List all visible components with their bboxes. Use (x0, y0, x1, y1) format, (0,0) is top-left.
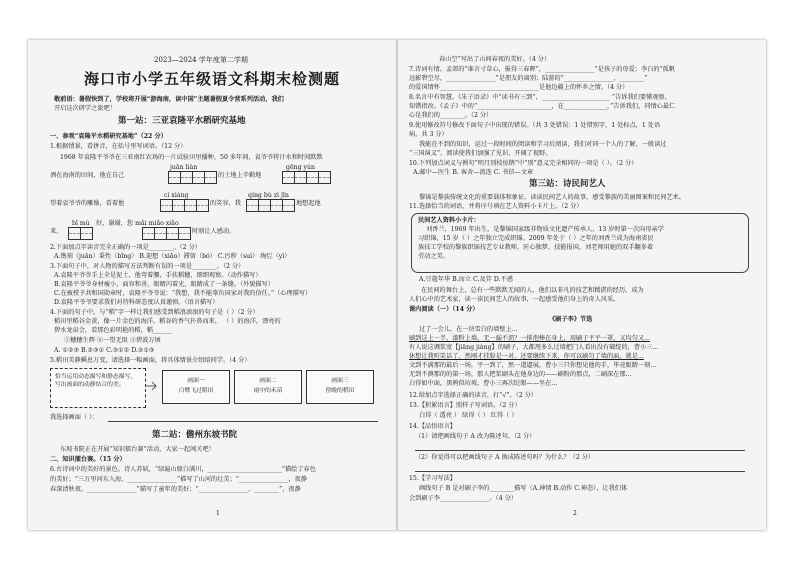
picture-2-caption: 雨中的禾苗 (253, 388, 283, 394)
card-title: 民间艺人资料小卡片： (418, 217, 480, 224)
q1-heading: 一、参观“袁隆平水稻研究基地”（22 分） (50, 133, 167, 140)
picture-option-1[interactable] (162, 370, 230, 404)
q14: 14.【品悟语言】 (409, 423, 456, 430)
station-2-heading: 第二站：儋州东坡书院 (152, 430, 238, 440)
q11: 11.选择恰当的词语，并将序号填在艺人资料小卡片上。（2 分） (409, 203, 583, 210)
q13: 13.【积累语言】照样子写词语。（2 分） (409, 402, 521, 409)
reading-line-5: 文到不满那的最后一场，平一到了，然一道逼展，曹小三只你想见他的手，毕竟眼睛一刻... (409, 362, 657, 369)
station-3-intro: 黎锦是黎族传统文化的重要载体和象征，读读民间艺人的故事，感受黎族的美丽图案和民间艺术。 (419, 194, 686, 201)
q13-answers: 白得（ 透亮 ） 绿得（ ） 红得（ ） (419, 412, 518, 419)
answer-box-qingbuzijin[interactable] (246, 199, 295, 212)
answer-line[interactable] (108, 421, 378, 422)
q8-line-b: 知错指改。《孟子》中的“________________________，在______________，”告诉我们，同情心最仁 (409, 103, 676, 110)
q3: 3.下面句子中，对人物的描写方法判断有误的一项是________。（2 分） (50, 263, 245, 270)
passage-line-3a: 望着袁爷爷的雕像，看着他 (50, 200, 125, 207)
station-3-heading: 第三站：诗民间艺人 (529, 179, 606, 189)
q6-line-c: 春深清秋夜。________________”描写了童年的美好；“________________，________”，夜静 (50, 486, 301, 493)
passage-line-3b: 的笑容，我 (210, 200, 241, 207)
reading-heading: 课内阅读（一）（14 分） (409, 306, 479, 313)
q2-options: A.镌刻（juān）秉性（bǐng） B.迎想（xiǎo）滞留（bó） C.污秽（suì） 绚烂（yì） (54, 253, 291, 260)
passage-line-2b: 的土地上辛勤地 (218, 172, 262, 179)
card-line-3: 族技工学校的黎族织锦技艺专业教师，匠心独梦，技能报国，刘老师用她的双手翻多着 (418, 244, 654, 251)
s2-heading: 二、知识擂台赛。（15 分） (50, 456, 126, 463)
q4-line-a: 稻田里稻谷金黄，像一片金色的海洋，稻谷的香气扑鼻而来， （ ）的海洋，漂亮的 (54, 318, 281, 325)
reading-line-1: 过了一会儿，在一块雪白的墙壁上... (419, 326, 518, 333)
q10: 10.下列加点词义与例句“明月别枝惊鹊”中“别”意义完全相同的一项是（ ）。（2 分） (409, 160, 638, 167)
passage-line-3c: 地想起他 (296, 200, 321, 207)
q4: 4.下面的句子中，与“稻”字一样让我们感受到稻浪滚滚的句子是（ ）（2 分） (50, 309, 259, 316)
picture-option-3[interactable] (306, 370, 374, 404)
arrow-icon (144, 380, 158, 392)
school-year: 2023—2024 学年度第二学期 (154, 56, 248, 64)
q7-line-b: 远影碧空尽，________________”是朋友的离别；陆游的“________________，________” (409, 75, 648, 82)
r-line-1: 春山空”写出了山间春夜的美好。（4 分） (439, 56, 551, 63)
q14-1-answer-line[interactable] (415, 450, 745, 451)
stage-intro-b: 人们心中的艺术家，读一读民间艺人的故事，一起感受他们身上的奇人风采。 (409, 296, 620, 303)
page-right (397, 40, 766, 530)
q5: 5.稻田美静瞬息万变，请选择一幅画面，将具体情景介绍给同学。（4 分） (50, 357, 251, 364)
card-line-2: 习织锦，15 岁（ ）之年独立完成织锦。2009 年处于（ ）之年的刘香兰成为海南省民 (418, 235, 654, 242)
q8-line-c: 心是我们的________。（2 分） (409, 112, 493, 119)
picture-1-caption: 白鹭飞过稻田 (178, 388, 214, 394)
answer-box-juanlian[interactable] (168, 171, 217, 184)
q3-option-b: B.袁隆平爷爷身材瘦小，面容和善，眼睛闪着光，眼睛成了一条缝。（外貌描写） (54, 281, 274, 288)
q4-answers: A. ①②③ B.②③① C.③①② D.②①③ (54, 347, 155, 354)
picture-option-2[interactable] (234, 370, 302, 404)
intro-line-2: 开启这次研学之旅吧！ (54, 105, 116, 112)
q6-line-a: 6.古诗词中的美好的景色。诗人苏轼，“绿遍山原白满川，________________________”描绘了春色 (50, 466, 316, 473)
writing-tip-box (50, 368, 146, 408)
q14-2-answer-line[interactable] (415, 471, 745, 472)
artisan-info-card (411, 213, 749, 273)
q9-line-a: 9.使用修改符号修改下面句子中出现的错误。（共 3 处错误：1 处错别字，1 处标点，1 处语 (409, 122, 661, 129)
q4-items: ①穗穗生辉 ②一望无垠 ③碧波万顷 (64, 337, 161, 344)
exam-sheet (28, 40, 766, 530)
writing-tip: 恰当运用动态描写和静态描写，写出画面的动静结合的美。 (55, 374, 137, 388)
card-line-4: 劳动之美。 (418, 253, 449, 260)
station-1-heading: 第一站：三亚袁隆平水稻研究基地 (118, 116, 246, 126)
passage-line-4a: 来。 (50, 228, 63, 235)
answer-box-gengyun[interactable] (282, 171, 331, 184)
q14-2: （2）你觉得可以把画线句子 A 换成陈述句吗？为什么？（2 分） (415, 454, 595, 461)
q3-option-d: D.袁隆平爷爷要求我们对待科研态度认真谨慎。（语言描写） (54, 299, 219, 306)
q3-option-a: A.袁隆平爷爷手上全是泥土，他弯着腰，手扶稻穗，细细观察。（动作描写） (54, 272, 262, 279)
stage-intro-a: 在民间的舞台上，总有一些默默无闻的人，他们以非凡的技艺和精湛的经历，成为 (421, 287, 644, 294)
q8-line-a: 8.名言中有智慧。《朱子语录》中“读书有三到”，______________________ ”告诉我们要懂观察。 (409, 94, 671, 101)
q7-line-a: 7.诗词有情。孟郊的“谁言寸草心，报得三春晖”，________________”是孩子的母爱；李白的“孤帆 (409, 66, 676, 73)
q4-line-b: 碧水龙泉会，看那色彩明艳的稻，稻______ (54, 327, 172, 334)
q14-1: （1）请把画线句子 A 改为陈述句。（2 分） (415, 433, 536, 440)
passage-line-4b: 好，谢谢，您 mǎi miǎo xiǎo (96, 220, 179, 227)
q9-sentence-b: “三国演义”，阅读使我们加强了见识，开阔了视野。 (409, 150, 552, 157)
q15-line-a: 画线句子 B 是对刷子李的________描写（A.神情 B.动作 C.神态），让我们体 (419, 485, 628, 492)
picture-3-label: 画面三 (331, 378, 349, 384)
reading-line-4: 休想让我听笑话了，然刚才挂脸是一对，还要继续下来，你可以刷匀了墙的面，就是... (409, 353, 644, 360)
pinyin-cixiang: cí xiáng (164, 192, 189, 199)
answer-box-maimiaoxiao[interactable] (142, 227, 191, 240)
reading-title: 《刷子李》节选 (549, 316, 593, 323)
pinyin-gengyun: gēng yún (286, 164, 316, 171)
station-2-intro: 东坡书院正在开展“知识擂台赛”活动，大家一起闯关吧！ (60, 446, 215, 453)
passage-line-1: 1968 年袁隆平爷爷在三亚南红农场的一片试验田里播种，50 多年间，袁爷爷将汗水和时间默默 (60, 154, 323, 161)
q3-option-c: C.在被授予共和国勋章时，袁隆平爷爷说：“我想，我不能辜负国家对我的信任。”（心理描写） (54, 290, 312, 297)
reading-line-6: 无到不测那的的第一场，那人把浆刷头在他身边的——刷粉的那点，二刷深在那... (409, 371, 632, 378)
pinyin-qingbuzijin: qíng bù zì jīn (248, 192, 289, 199)
picture-1-label: 画面一 (187, 378, 205, 384)
page-left (28, 40, 397, 530)
card-line-1: 刘香兰，1969 年出生，是黎锦国家级非物质文化遗产传承人，13 岁时第一次向母亲学 (426, 226, 664, 233)
q15-line-b: 会到刷子李________________。（4 分） (409, 495, 517, 502)
intro-line-1: 敬前语：暑假快到了，学校将开展“游海南，读中国”主题暑假夏令营系列活动，我们 (54, 96, 284, 103)
page-number-2: 2 (573, 510, 577, 517)
q6-line-b: 的美好；“三万里河东入海，________________”描写了山河的壮美；“________________，夜静 (50, 476, 307, 483)
q7-line-c: 的爱国情怀________________________________是他边疆上的怀乡之情。（4 分） (409, 84, 629, 91)
page-number-1: 1 (216, 510, 220, 517)
q12: 12.给加点字选择正确的读音，打“√”。（2 分） (409, 392, 538, 399)
answer-box-bimu[interactable] (68, 227, 93, 240)
passage-line-4c: 时刻让人感动。 (192, 228, 236, 235)
pinyin-juanlian: juān liàn (170, 164, 198, 171)
picture-3-caption: 傍晚的稻田 (325, 388, 355, 394)
q2: 2.下面加点字读音完全正确的一项是________。（2 分） (50, 244, 202, 251)
reading-line-2: 刷到这上一半，漆粉上墙，无一漏不沥？一排泡棒在身上，用刷子平平一罩，又均匀又... (409, 335, 651, 342)
q9-sentence-a: 我能在不到的知识，运过一段时间的阅读和学习后阅读，我们对同一个人的了解，一般读过 (419, 141, 667, 148)
q9-line-b: 病，共 3 分） (409, 131, 448, 138)
choose-picture: 我选择画面（ ）： (50, 414, 99, 421)
q11-options: A.豆蔻年华 B.而立 C.及笄 D.不惑 (419, 276, 513, 283)
picture-2-label: 画面二 (259, 378, 277, 384)
q10-options: A.邮中—医生 B. 客舍—流连 C. 书信—文章 (413, 169, 534, 176)
passage-line-2a: 洒在海南的田间，他在自己 (50, 172, 125, 179)
reading-line-7: 白得如中面，黑鸦似坊坡，曹小三再次眨眼——坐在... (409, 380, 558, 387)
q15: 15.【学习写法】 (409, 475, 456, 482)
q1-1: 1.根据情景，看拼音，在括号里写词语。（12 分） (50, 143, 187, 150)
page-title: 海口市小学五年级语文科期末检测题 (84, 70, 341, 88)
pinyin-bimu: bǐ mù (72, 220, 90, 227)
answer-box-cixiang[interactable] (160, 199, 209, 212)
reading-line-3: 有人说这调浆宽【jiāng jiàng】的刷子，大都甩多么过墙把门人看出没有破绽的，曹小三... (409, 344, 659, 351)
